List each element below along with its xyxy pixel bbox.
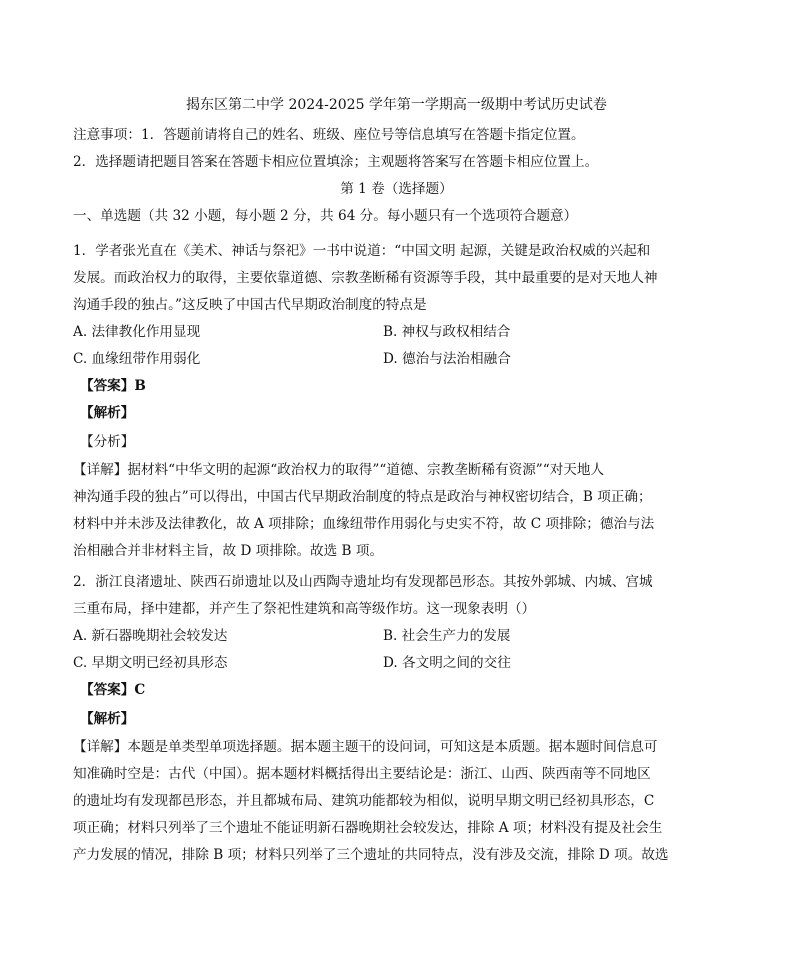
q1-detail-line-2: 神沟通手段的独占”可以得出，中国古代早期政治制度的特点是政治与神权密切结合，B 项正确； (73, 489, 652, 505)
q1-fenxi-label: 【分析】 (80, 434, 135, 450)
q2-stem-line-1: 2．浙江良渚遗址、陕西石峁遗址以及山西陶寺遗址均有发现都邑形态。其按外郭城、内城、宫城 (73, 574, 653, 590)
q2-option-d: D. 各文明之间的交往 (383, 655, 511, 671)
notice-line-1: 注意事项：1．答题前请将自己的姓名、班级、座位号等信息填写在答题卡指定位置。 (73, 127, 585, 143)
q1-option-a: A. 法律教化作用显现 (73, 324, 201, 340)
section-heading: 一、单选题（共 32 小题，每小题 2 分，共 64 分。每小题只有一个选项符合题意） (73, 208, 578, 224)
q1-stem-line-3: 沟通手段的独占。”这反映了中国古代早期政治制度的特点是 (73, 297, 427, 313)
q1-option-d: D. 德治与法治相融合 (383, 351, 511, 367)
q1-detail-line-1: 【详解】据材料“中华文明的起源“政治权力的取得”“道德、宗教垄断稀有资源”“对天地人 (73, 462, 605, 478)
notice-line-2: 2．选择题请把题目答案在答题卡相应位置填涂；主观题将答案写在答题卡相应位置上。 (73, 154, 599, 170)
q1-analysis-label: 【解析】 (80, 405, 135, 421)
q2-stem-line-2: 三重布局，择中建都，并产生了祭祀性建筑和高等级作坊。这一现象表明（） (73, 601, 536, 617)
q2-option-a: A. 新石器晚期社会较发达 (73, 628, 228, 644)
q1-stem-line-2: 发展。而政治权力的取得，主要依靠道德、宗教垄断稀有资源等手段，其中最重要的是对天地人神 (73, 270, 658, 286)
q1-answer: 【答案】B (80, 378, 146, 394)
q2-detail-line-2: 知准确时空是：古代（中国）。据本题材料概括得出主要结论是：浙江、山西、陕西南等不同地区 (73, 766, 651, 782)
q1-stem-line-1: 1．学者张光直在《美术、神话与祭祀》一书中说道：“中国文明 起源，关键是政治权威的兴起和 (73, 243, 651, 259)
q2-option-b: B. 社会生产力的发展 (383, 628, 511, 644)
q2-detail-line-4: 项正确；材料只列举了三个遗址不能证明新石器晚期社会较发达，排除 A 项；材料没有提及社会生 (73, 820, 663, 836)
q1-detail-line-4: 治相融合并非材料主旨，故 D 项排除。故选 B 项。 (73, 543, 384, 559)
q2-analysis-label: 【解析】 (80, 711, 135, 727)
q1-option-c: C. 血缘纽带作用弱化 (73, 351, 201, 367)
q1-detail-line-3: 材料中并未涉及法律教化，故 A 项排除；血缘纽带作用弱化与史实不符，故 C 项排除；德治与法 (73, 516, 655, 532)
q2-detail-line-1: 【详解】本题是单类型单项选择题。据本题主题干的设问词，可知这是本质题。据本题时间信息可 (73, 739, 658, 755)
q1-option-b: B. 神权与政权相结合 (383, 324, 511, 340)
volume-heading: 第 1 卷（选择题） (340, 181, 453, 197)
q2-detail-line-3: 的遗址均有发现都邑形态，并且都城布局、建筑功能都较为相似，说明早期文明已经初具形态，C (73, 793, 655, 809)
q2-answer: 【答案】C (80, 682, 146, 698)
exam-title: 揭东区第二中学 2024-2025 学年第一学期高一级期中考试历史试卷 (186, 97, 607, 113)
q2-detail-line-5: 产力发展的情况，排除 B 项；材料只列举了三个遗址的共同特点，没有涉及交流，排除 D 项。故选 (73, 847, 669, 863)
q2-option-c: C. 早期文明已经初具形态 (73, 655, 228, 671)
